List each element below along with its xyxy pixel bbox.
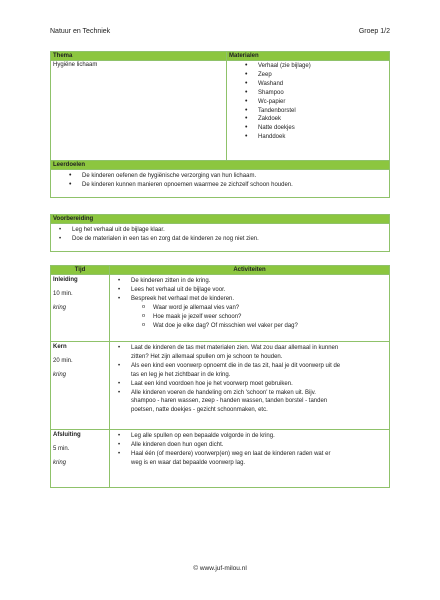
list-item	[110, 450, 389, 468]
list-item: • Lees het verhaal uit de bijlage voor.	[110, 286, 389, 295]
phase-label: Inleiding	[53, 277, 78, 283]
subject-label: Natuur en Techniek	[50, 28, 111, 35]
line-text: Laat de kinderen de tas met materialen zien. Wat zou daar allemaal in kunnen	[131, 345, 339, 351]
leerdoelen-table	[50, 160, 390, 198]
voorbereiding-heading: Voorbereiding	[51, 215, 390, 224]
footer-credit: © www.juf-milou.nl	[193, 565, 247, 572]
afsluiting-list	[110, 432, 389, 468]
phase-grouping: kring	[53, 372, 67, 378]
activiteiten-heading: Activiteiten	[110, 266, 390, 275]
line-text: Haal één (of meerdere) voorwerp(en) weg en laat de kinderen raden wat er	[131, 450, 331, 457]
line-text: poetsen, natte doekjes - gezicht schoonmaken, etc.	[131, 407, 268, 414]
afsluiting-row	[51, 430, 390, 488]
phase-duration: 20 min.	[53, 358, 73, 364]
line-text: shampoo - haren wassen, zeep - handen wassen, tanden borstel - tanden	[131, 398, 328, 405]
leerdoelen-list	[51, 172, 389, 190]
list-item: • Wc-papier	[227, 98, 389, 107]
list-item: • Handdoek	[227, 133, 389, 142]
list-item: • Zakdoek	[227, 115, 389, 124]
line-text: tas en leg je het zichtbaar in de kring.	[131, 371, 231, 378]
line-text: weg is en waar dat bepaalde voorwerp lag.	[131, 459, 246, 466]
activiteiten-table	[50, 265, 390, 488]
phase-label: Afsluiting	[53, 432, 81, 438]
materialen-heading: Materialen	[227, 52, 390, 61]
list-item	[110, 362, 389, 380]
list-item: • De kinderen kunnen manieren opnoemen waarmee ze zichzelf schoon houden.	[51, 181, 389, 190]
list-item: • Leg het verhaal uit de bijlage klaar.	[51, 226, 389, 235]
list-item: • Alle kinderen doen hun ogen dicht.	[110, 441, 389, 450]
list-item: o Wat doe je elke dag? Of misschien wel vaker per dag?	[110, 322, 389, 331]
list-item: • De kinderen zitten in de kring.	[110, 277, 389, 286]
page-header	[50, 28, 390, 35]
kern-row	[51, 342, 390, 430]
line-text: Alle kinderen voeren de handeling om zich 'schoon' te maken uit. Bijv.	[131, 389, 316, 396]
list-item: • Verhaal (zie bijlage)	[227, 62, 389, 71]
list-item	[110, 344, 389, 362]
phase-duration: 5 min.	[53, 446, 70, 452]
list-item: • Leg alle spullen op een bepaalde volgorde in de kring.	[110, 432, 389, 441]
thema-value: Hygiëne lichaam	[51, 61, 227, 161]
phase-grouping: kring	[53, 460, 67, 466]
list-item: • Washand	[227, 80, 389, 89]
thema-materialen-table	[50, 51, 390, 161]
voorbereiding-table	[50, 214, 390, 252]
list-item: • Tandenborstel	[227, 107, 389, 116]
leerdoelen-heading: Leerdoelen	[51, 161, 390, 170]
list-item: • Natte doekjes	[227, 124, 389, 133]
list-item: • De kinderen oefenen de hygiënische verzorging van hun lichaam.	[51, 172, 389, 181]
list-item: o Waar word je allemaal vies van?	[110, 304, 389, 313]
line-text: zitten? Het zijn allemaal spullen om je schoon te houden.	[131, 353, 283, 360]
tijd-heading: Tijd	[51, 266, 110, 275]
line-text: Als een kind een voorwerp opnoemt die in de tas zit, haal je dit voorwerp uit de	[131, 362, 341, 369]
list-item: • Zeep	[227, 71, 389, 80]
list-item: • Shampoo	[227, 89, 389, 98]
phase-grouping: kring	[53, 305, 67, 311]
thema-heading: Thema	[51, 52, 227, 61]
list-item: • Laat een kind voordoen hoe je het voorwerp moet gebruiken.	[110, 380, 389, 389]
list-item	[110, 389, 389, 416]
list-item: • Bespreek het verhaal met de kinderen.	[110, 295, 389, 304]
inleiding-row	[51, 275, 390, 342]
voorbereiding-list	[51, 226, 389, 244]
inleiding-list	[110, 277, 389, 330]
phase-label: Kern	[53, 344, 67, 350]
list-item: o Hoe maak je jezelf weer schoon?	[110, 313, 389, 322]
phase-duration: 10 min.	[53, 291, 73, 297]
kern-list	[110, 344, 389, 415]
list-item: • Doe de materialen in een tas en zorg dat de kinderen ze nog niet zien.	[51, 235, 389, 244]
group-label: Groep 1/2	[358, 28, 390, 35]
materialen-list	[227, 62, 389, 142]
